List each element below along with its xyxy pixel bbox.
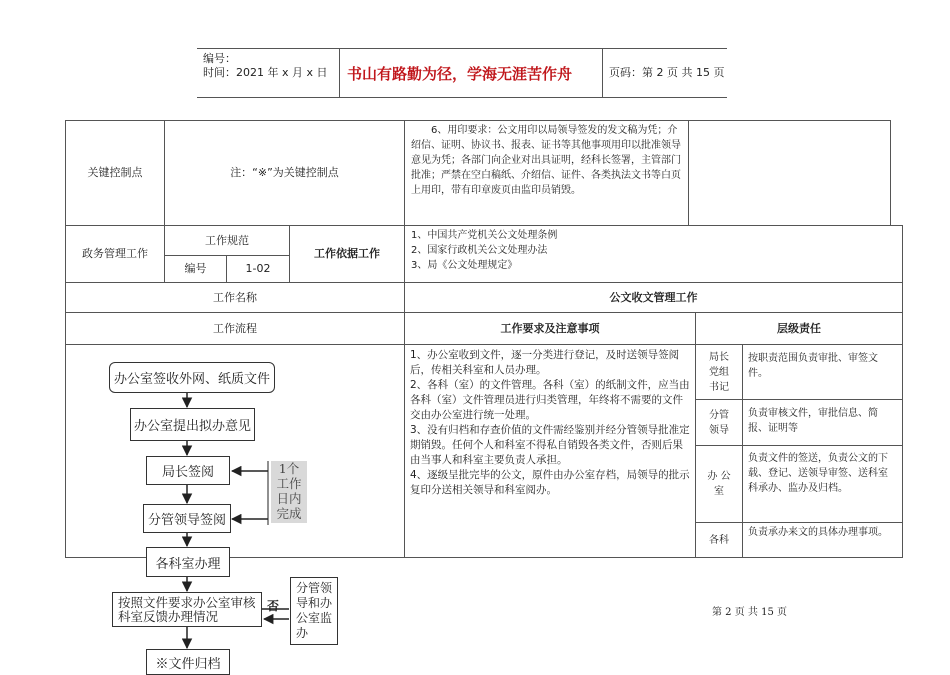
duty-cell: 负责承办来文的具体办理事项。 [742,522,903,558]
spec-cell: 工作规范 [164,225,290,256]
seal-requirements: 6、用印要求：公文用印以局领导签发的发文稿为凭；介绍信、证明、协议书、报表、证书等其他事项用印以批准领导意见为凭；各部门向企业对出具证明，经科长签署，主管部门批准；严禁在空白稿纸、介绍信、证件、各类执法文书等白页上用印，带有印章废页由监印员销毁。 [404,120,689,226]
flow-step-audit-feedback: 按照文件要求办公室审核 科室反馈办理情况 [112,592,262,627]
flow-step-leader-review: 分管领导签阅 [143,504,231,533]
flow-step-director-review: 局长签阅 [146,456,230,485]
basis-item: 2、国家行政机关公文处理办法 [411,245,548,256]
role-cell: 各科 [695,522,743,558]
basis-item: 1、中国共产党机关公文处理条例 [411,230,558,241]
resp-label-cell: 层级责任 [695,312,903,345]
control-note: 注：“※”为关键控制点 [164,120,405,226]
duty-cell: 负责审核文件，审批信息、简报、证明等 [742,399,903,446]
role-cell: 局长 党组 书记 [695,344,743,400]
flow-time-note: 1个 工作 日内 完成 [271,461,307,523]
header-code: 编号： [203,52,236,65]
role-cell: 分管 领导 [695,399,743,446]
basis-label-cell: 工作依据工作 [289,225,405,283]
flow-step-section-handle: 各科室办理 [146,547,230,577]
header-motto: 书山有路勤为径，学海无涯苦作舟 [347,65,573,83]
basis-item: 3、局《公文处理规定》 [411,260,518,271]
flow-no-label: 否 [267,599,280,613]
page-footer: 第 2 页 共 15 页 [712,607,787,618]
name-value-cell: 公文收文管理工作 [404,282,903,313]
req-label-cell: 工作要求及注意事项 [404,312,696,345]
flow-label-cell: 工作流程 [65,312,405,345]
flow-step-receive: 办公室签收外网、纸质文件 [109,362,275,393]
duty-cell: 负责文件的签送，负责公文的下载、登记、送领导审签、送科室科承办、监办及归档。 [742,445,903,523]
role-cell: 办 公 室 [695,445,743,523]
code-value-cell: 1-02 [226,255,290,283]
code-label-cell: 编号 [164,255,227,283]
header-page: 页码：第 2 页 共 15 页 [609,66,725,79]
flow-step-draft-opinion: 办公室提出拟办意见 [130,408,255,441]
duty-cell: 按职责范围负责审批、审签文件。 [742,344,903,400]
flow-supervise-box: 分管领 导和办 公室监 办 [290,577,338,645]
name-label-cell: 工作名称 [65,282,405,313]
requirements-cell: 1、办公室收到文件，逐一分类进行登记，及时送领导签阅后，传相关科室和人员办理。 2、各科（室）的文件管理。各科（室）的纸制文件，应当由各科（室）文件管理员进行归类管理，年终将不需要的文件交由办公室进行统一处理。 3、没有归档和存查价值的文件需经鉴别并经分管领导批准定期销毁。任何个人和科室不得私自销毁各类文件，否则后果由当事人和科室主要负责人承担。 4、逐级呈批完毕的公文，原件由办公室存档，局领导的批示复印分送相关领导和科室阅办。 [404,344,696,558]
category-cell: 政务管理工作 [65,225,165,283]
header-time: 时间：2021 年 x 月 x 日 [203,66,328,79]
flow-step-archive: ※文件归档 [146,649,230,675]
control-label: 关键控制点 [65,120,165,226]
